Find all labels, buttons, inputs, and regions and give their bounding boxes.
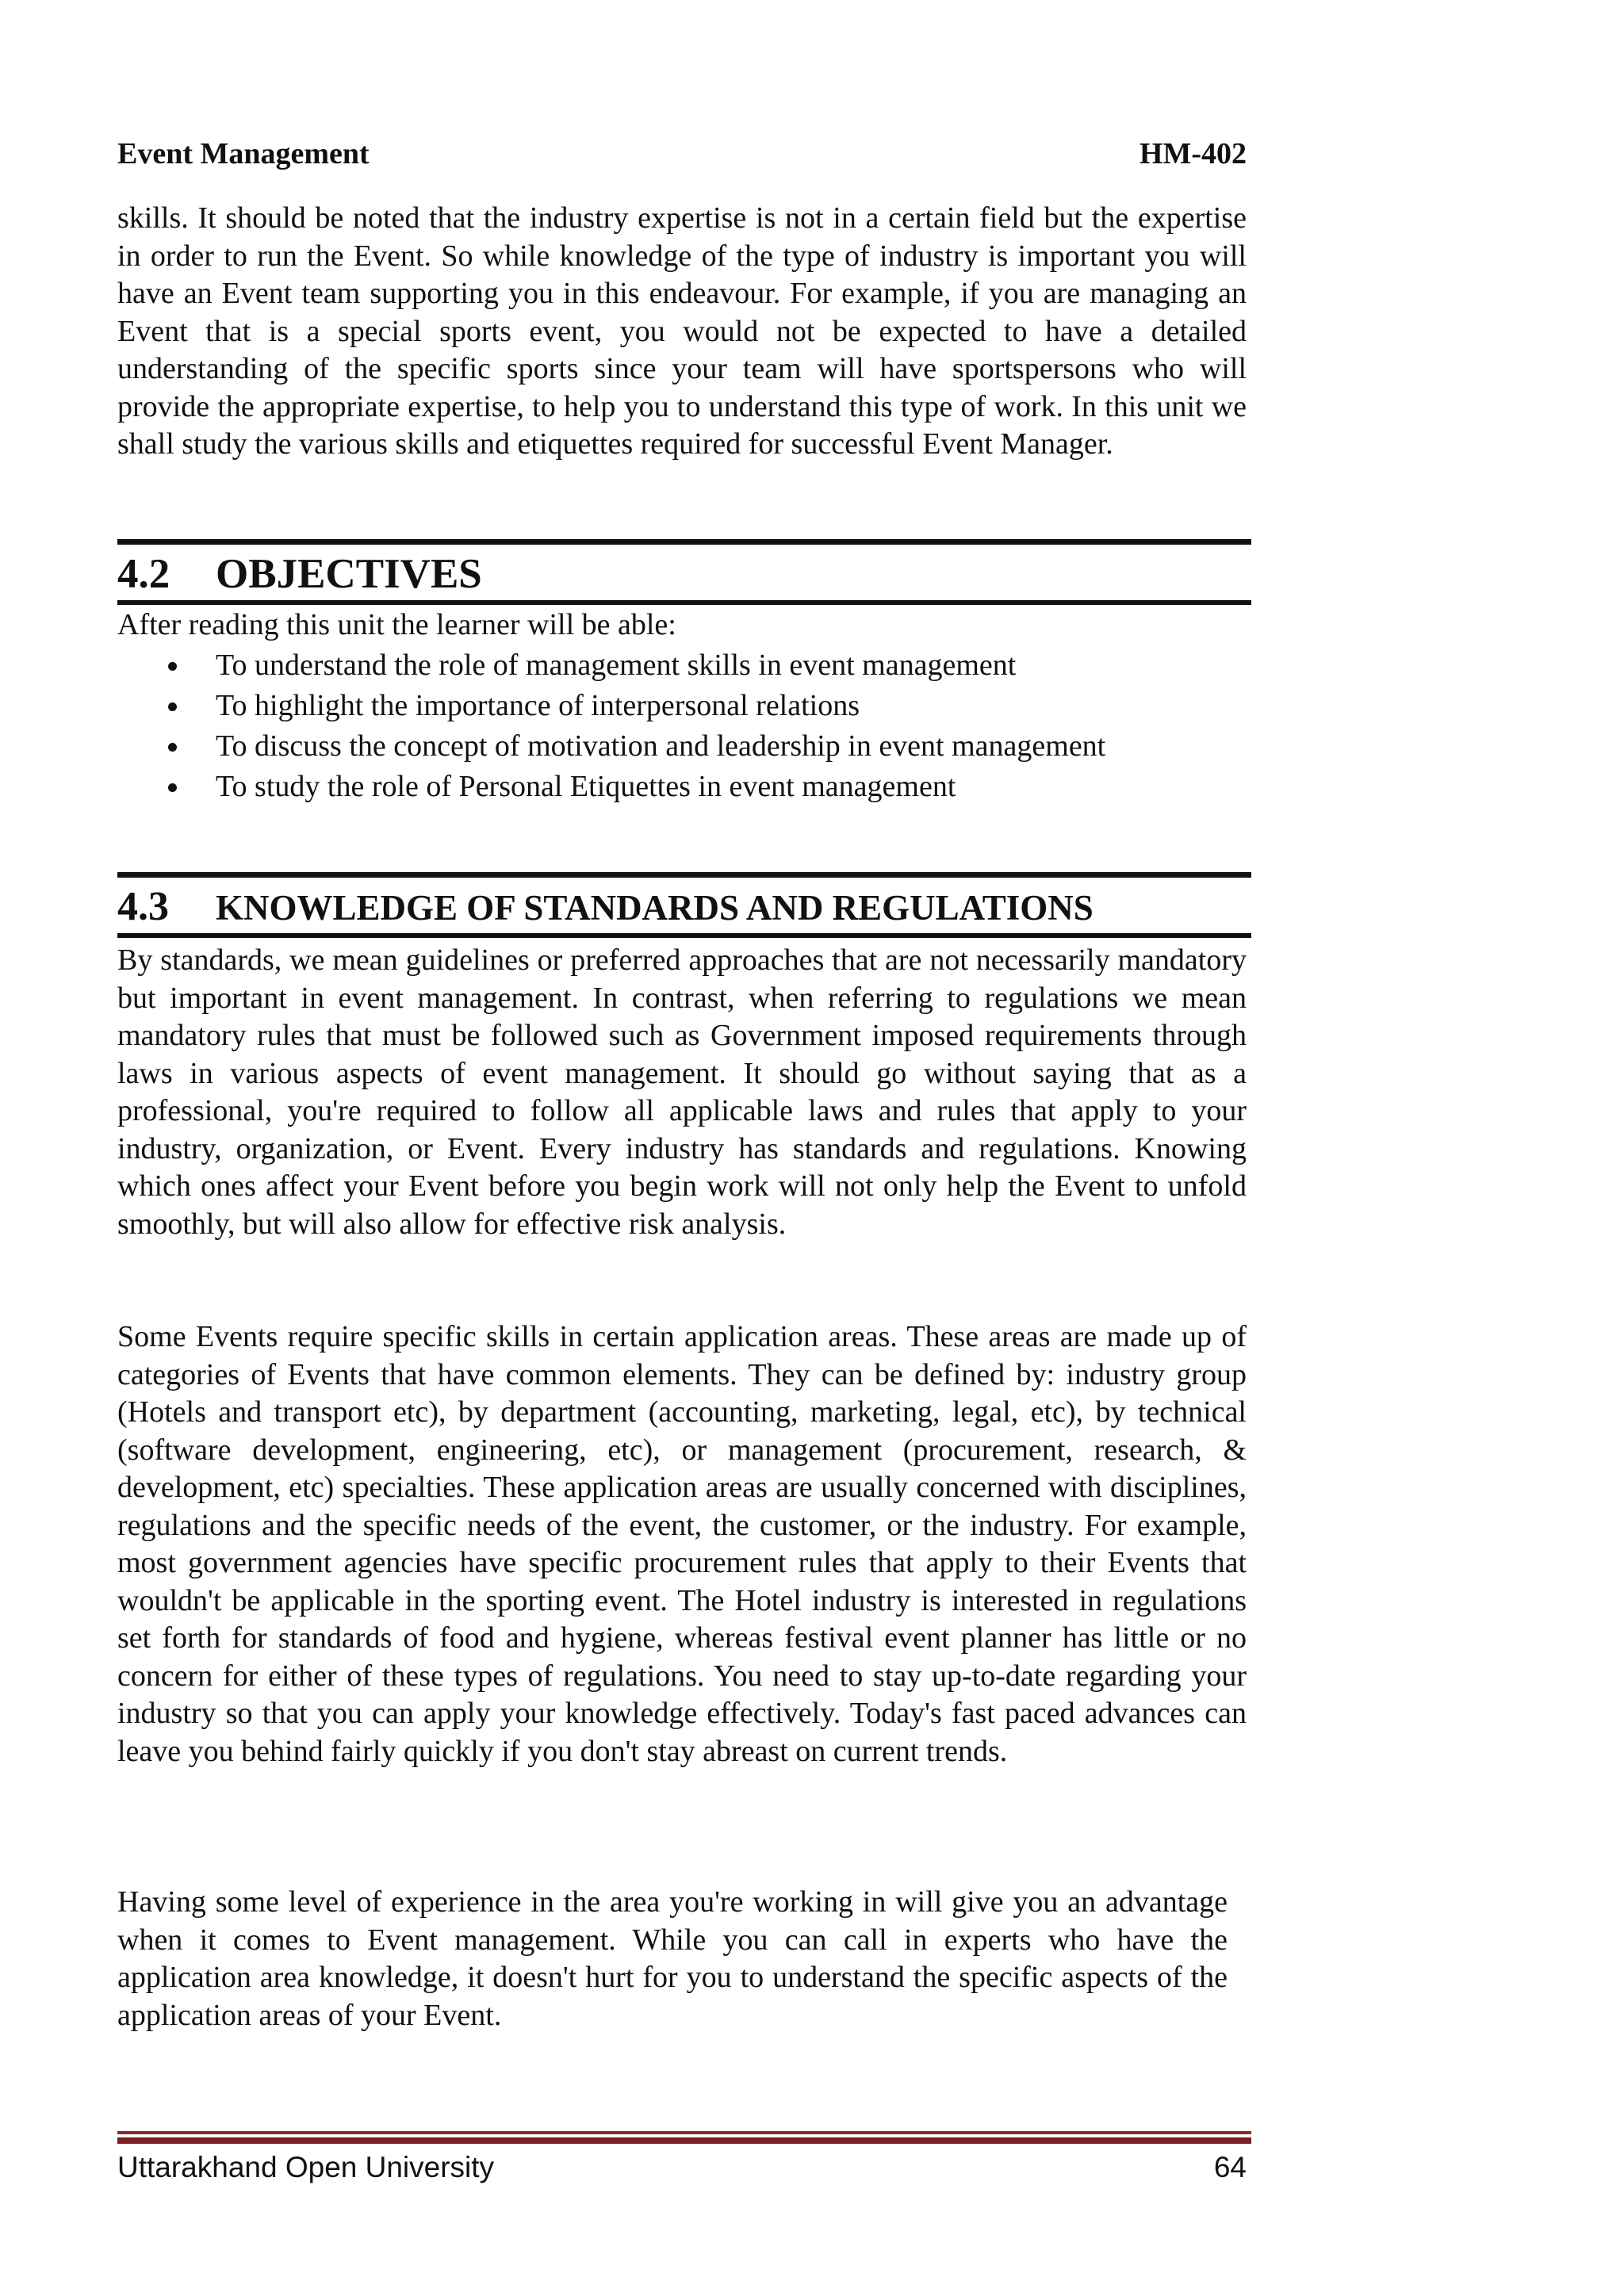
list-item — [117, 767, 1105, 807]
section-rule-bottom — [117, 600, 1251, 605]
footer-rule — [117, 2131, 1251, 2134]
section-rule-top — [117, 539, 1251, 545]
bullet-icon — [168, 783, 177, 792]
footer-rule — [117, 2137, 1251, 2144]
bullet-icon — [168, 743, 177, 752]
section-number: 4.3 — [117, 884, 169, 929]
section-title: OBJECTIVES — [216, 551, 482, 597]
bullet-icon — [168, 702, 177, 711]
opening-paragraph: skills. It should be noted that the industry expertise is not in a certain field but the expertise in order to run the Event. So while knowledge of the type of industry is important you will have an Event team supporting you in this endeavour. For example, if you are managing an Event that is a special sports event, you would not be expected to have a detailed understanding of the specific sports since your team will have sportspersons who will provide the appropriate expertise, to help you to understand this type of work. In this unit we shall study the various skills and etiquettes required for successful Event Manager. — [117, 201, 1247, 461]
section-title: KNOWLEDGE OF STANDARDS AND REGULATIONS — [216, 888, 1094, 928]
objectives-list — [117, 645, 1105, 807]
list-item — [117, 726, 1105, 767]
bullet-icon — [168, 662, 177, 671]
list-item-text: To highlight the importance of interpersonal relations — [216, 689, 860, 722]
page-number: 64 — [1213, 2151, 1247, 2183]
running-header — [117, 135, 1247, 173]
footer-institution: Uttarakhand Open University — [117, 2151, 495, 2183]
section-heading-standards — [117, 882, 1247, 933]
objectives-intro: After reading this unit the learner will be able: — [117, 608, 676, 641]
list-item — [117, 686, 1105, 726]
header-course-title: Event Management — [117, 137, 370, 170]
list-item-text: To discuss the concept of motivation and leadership in event management — [216, 729, 1106, 763]
header-course-code: HM-402 — [1139, 137, 1247, 170]
section-number: 4.2 — [117, 551, 170, 597]
section-heading-objectives — [117, 549, 1247, 599]
list-item-text: To study the role of Personal Etiquettes in event management — [216, 770, 956, 803]
section-rule-top — [117, 872, 1251, 878]
body-paragraph: By standards, we mean guidelines or preferred approaches that are not necessarily mandatory but important in event management. In contrast, when referring to regulations we mean mandatory rules that must be followed such as Government imposed requirements through laws in various aspects of event management. It should go without saying that as a professional, you're required to follow all applicable laws and rules that apply to your industry, organization, or Event. Every industry has standards and regulations. Knowing which ones affect your Event before you begin work will not only help the Event to unfold smoothly, but will also allow for effective risk analysis. — [117, 943, 1247, 1241]
list-item — [117, 645, 1105, 686]
page-footer — [117, 2149, 1247, 2187]
list-item-text: To understand the role of management skills in event management — [216, 649, 1017, 682]
body-paragraph: Having some level of experience in the area you're working in will give you an advantage when it comes to Event management. While you can call in experts who have the application area knowledge, it doesn't hurt for you to understand the specific aspects of the application areas of your Event. — [117, 1885, 1228, 2032]
section-rule-bottom — [117, 933, 1251, 938]
body-paragraph: Some Events require specific skills in certain application areas. These areas are made up of categories of Events that have common elements. They can be defined by: industry group (Hotels and transport etc), by department (accounting, marketing, legal, etc), by technical (software development, engineering, etc), or management (procurement, research, & development, etc) specialties. These application areas are usually concerned with disciplines, regulations and the specific needs of the event, the customer, or the industry. For example, most government agencies have specific procurement rules that apply to their Events that wouldn't be applicable in the sporting event. The Hotel industry is interested in regulations set forth for standards of food and hygiene, whereas festival event planner has little or no concern for either of these types of regulations. You need to stay up-to-date regarding your industry so that you can apply your knowledge effectively. Today's fast paced advances can leave you behind fairly quickly if you don't stay abreast on current trends. — [117, 1320, 1247, 1768]
